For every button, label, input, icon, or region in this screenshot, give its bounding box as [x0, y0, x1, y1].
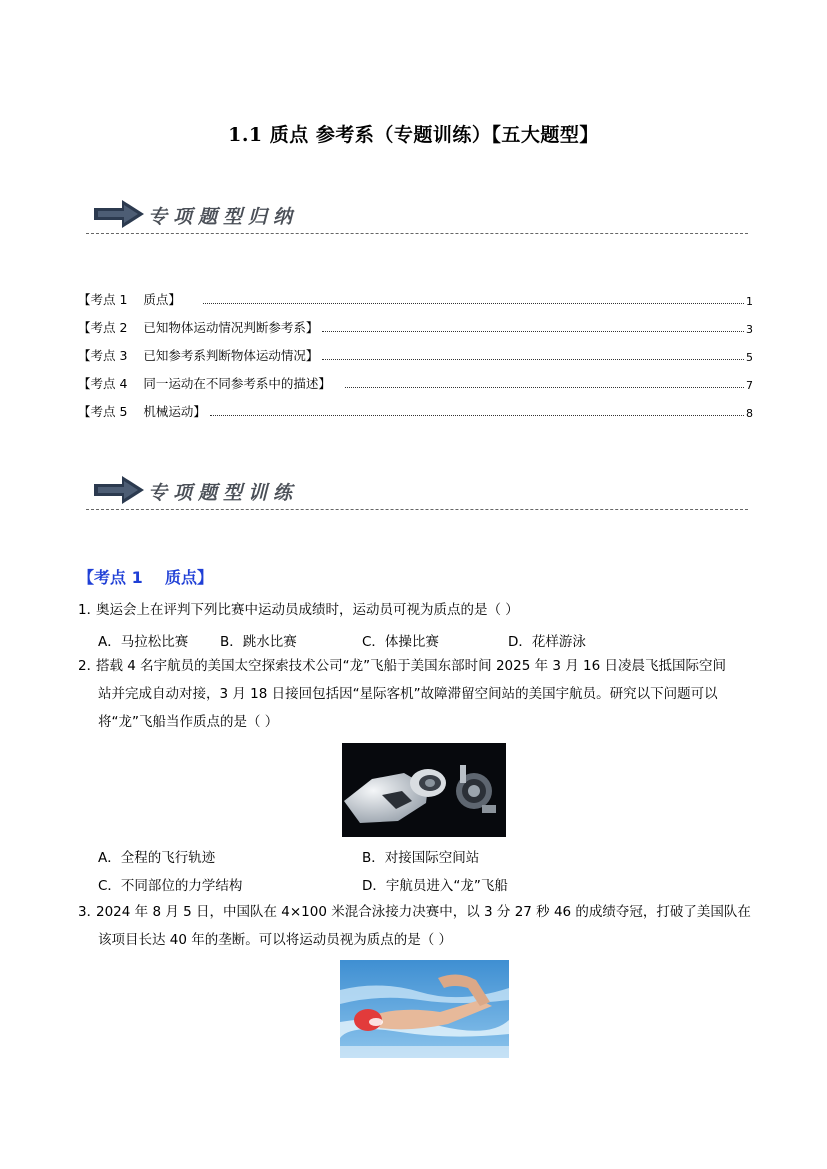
toc-label: 【考点 2 已知物体运动情况判断参考系】 — [78, 320, 319, 335]
question-text: 搭载 4 名宇航员的美国太空探索技术公司“龙”飞船于美国东部时间 2025 年 3 月 16 日凌晨飞抵国际空间 — [96, 658, 727, 674]
section-banner-training — [86, 472, 748, 512]
toc-page: 7 — [746, 379, 753, 392]
banner-title: 专项题型训练 — [148, 482, 299, 504]
question-text: 站并完成自动对接，3 月 18 日接回包括因“星际客机”故障滞留空间站的美国宇航员。研究以下问题可以 — [98, 686, 718, 702]
section-banner-summary — [86, 196, 748, 236]
question-number: 2． — [78, 658, 101, 674]
toc-label: 【考点 5 机械运动】 — [78, 404, 206, 419]
question-text: 将“龙”飞船当作质点的是（ ） — [98, 714, 279, 730]
toc-item[interactable] — [78, 400, 753, 420]
toc-item[interactable] — [78, 288, 753, 308]
toc-leader — [203, 302, 744, 304]
toc-leader — [345, 386, 744, 388]
question-text: 2024 年 8 月 5 日，中国队在 4×100 米混合泳接力决赛中，以 3 分 27 秒 46 的成绩夺冠，打破了美国队在 — [96, 904, 751, 920]
option-c[interactable]: C．体操比赛 — [362, 634, 439, 650]
question-1 — [78, 596, 754, 624]
toc-leader — [210, 414, 744, 416]
question-text: 该项目长达 40 年的垄断。可以将运动员视为质点的是（ ） — [98, 932, 453, 948]
toc-leader — [322, 330, 744, 332]
page-title: 1.1 质点 参考系（专题训练）【五大题型】 — [228, 124, 599, 146]
toc-leader — [322, 358, 744, 360]
banner-title: 专项题型归纳 — [148, 206, 299, 228]
toc-page: 8 — [746, 407, 753, 420]
toc-item[interactable] — [78, 344, 753, 364]
option-b[interactable]: B．跳水比赛 — [220, 634, 297, 650]
option-c[interactable]: C．不同部位的力学结构 — [98, 878, 243, 894]
toc-page: 1 — [746, 295, 753, 308]
option-a[interactable]: A．马拉松比赛 — [98, 634, 189, 650]
toc-page: 5 — [746, 351, 753, 364]
divider — [86, 233, 748, 234]
question-number: 1． — [78, 602, 101, 618]
swimmer-photo — [340, 960, 509, 1058]
question-number: 3． — [78, 904, 101, 920]
toc-item[interactable] — [78, 316, 753, 336]
option-d[interactable]: D．宇航员进入“龙”飞船 — [362, 878, 508, 894]
toc-label: 【考点 4 同一运动在不同参考系中的描述】 — [78, 376, 331, 391]
toc-label: 【考点 3 已知参考系判断物体运动情况】 — [78, 348, 319, 363]
toc-label: 【考点 1 质点】 — [78, 292, 181, 307]
question-2 — [78, 652, 754, 736]
option-a[interactable]: A．全程的飞行轨迹 — [98, 850, 216, 866]
arrow-icon — [94, 198, 146, 230]
toc-page: 3 — [746, 323, 753, 336]
toc-item[interactable] — [78, 372, 753, 392]
spacecraft-photo — [342, 743, 506, 837]
question-3 — [78, 898, 754, 954]
option-b[interactable]: B．对接国际空间站 — [362, 850, 480, 866]
arrow-icon — [94, 474, 146, 506]
section-heading: 【考点 1 质点】 — [78, 568, 213, 587]
divider — [86, 509, 748, 510]
question-text: 奥运会上在评判下列比赛中运动员成绩时，运动员可视为质点的是（ ） — [96, 602, 519, 618]
option-d[interactable]: D．花样游泳 — [508, 634, 586, 650]
